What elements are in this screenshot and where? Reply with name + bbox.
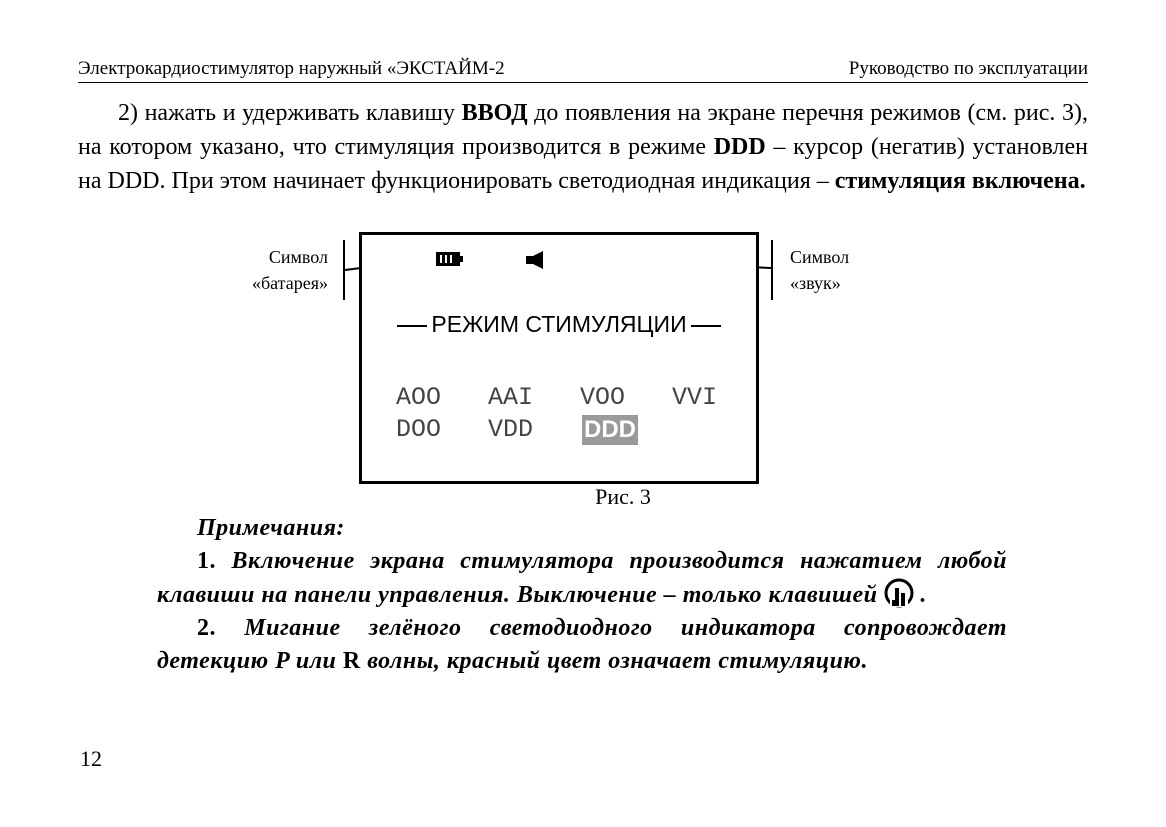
page-number: 12 — [80, 746, 102, 771]
battery-label-line1: Символ — [268, 247, 328, 267]
notes-section — [157, 512, 1007, 678]
battery-symbol-label — [230, 244, 328, 296]
note-1-end: . — [919, 582, 927, 608]
mode-ddd-selected[interactable]: DDD — [584, 416, 636, 443]
notes-heading-text: Примечания: — [197, 515, 345, 541]
mode-vvi[interactable]: VVI — [672, 383, 718, 412]
instruction-paragraph — [78, 96, 1088, 198]
note-1-number: 1. — [197, 548, 216, 574]
header-manual-label: Руководство по эксплуатации — [848, 58, 1088, 79]
note-2-r-letter: R — [342, 648, 361, 674]
note-2 — [157, 612, 1007, 678]
battery-icon — [435, 251, 463, 267]
para-text-1: 2) нажать и удерживать клавишу — [118, 100, 462, 126]
mode-title — [362, 309, 756, 339]
mode-voo[interactable]: VOO — [580, 383, 626, 412]
title-dash-right — [691, 325, 721, 327]
note-2-text-a: Мигание зелёного светодиодного индикатора сопровождает детекцию P или — [157, 615, 1007, 674]
mode-vdd[interactable]: VDD — [488, 415, 534, 444]
sound-label-line2: «звук» — [790, 273, 841, 293]
para-text-2: до появления на экране перечня режимов (см. рис. 3), на котором указано, что стимуляция производится в режиме — [78, 100, 1088, 160]
figure-caption: Рис. 3 — [595, 484, 651, 509]
mode-aoo[interactable]: AOO — [396, 383, 442, 412]
battery-label-line2: «батарея» — [251, 273, 328, 293]
power-key-icon — [884, 578, 914, 608]
page-header — [78, 58, 1088, 83]
note-1 — [157, 545, 1007, 612]
mode-doo[interactable]: DOO — [396, 415, 442, 444]
emphasis-text: стимуляция включена — [834, 168, 1080, 194]
para-text-3: – курсор (негатив) установлен на DDD. При этом начинает функционировать светодиодная индикация – — [78, 134, 1088, 194]
para-text-4: . — [1079, 168, 1086, 194]
title-dash-left — [397, 325, 427, 327]
speaker-icon — [525, 249, 547, 271]
right-bracket — [771, 240, 773, 300]
left-bracket — [343, 240, 345, 300]
mode-aai[interactable]: AAI — [488, 383, 534, 412]
key-name: ВВОД — [461, 100, 528, 126]
note-1-text: Включение экрана стимулятора производится нажатием любой клавиши на панели управления. Выключение – только клавишей — [157, 548, 1007, 608]
notes-heading — [157, 512, 1007, 545]
header-title: Электрокардиостимулятор наружный «ЭКСТАЙМ-2 — [78, 58, 505, 79]
sound-label-line1: Символ — [790, 247, 850, 267]
mode-name: DDD — [713, 134, 766, 160]
screen-title-text: РЕЖИМ СТИМУЛЯЦИИ — [431, 311, 687, 337]
note-2-text-b: волны, красный цвет означает стимуляцию. — [360, 648, 868, 674]
note-2-number: 2. — [197, 615, 216, 641]
sound-symbol-label — [790, 244, 910, 296]
stimulator-screen — [359, 232, 759, 484]
